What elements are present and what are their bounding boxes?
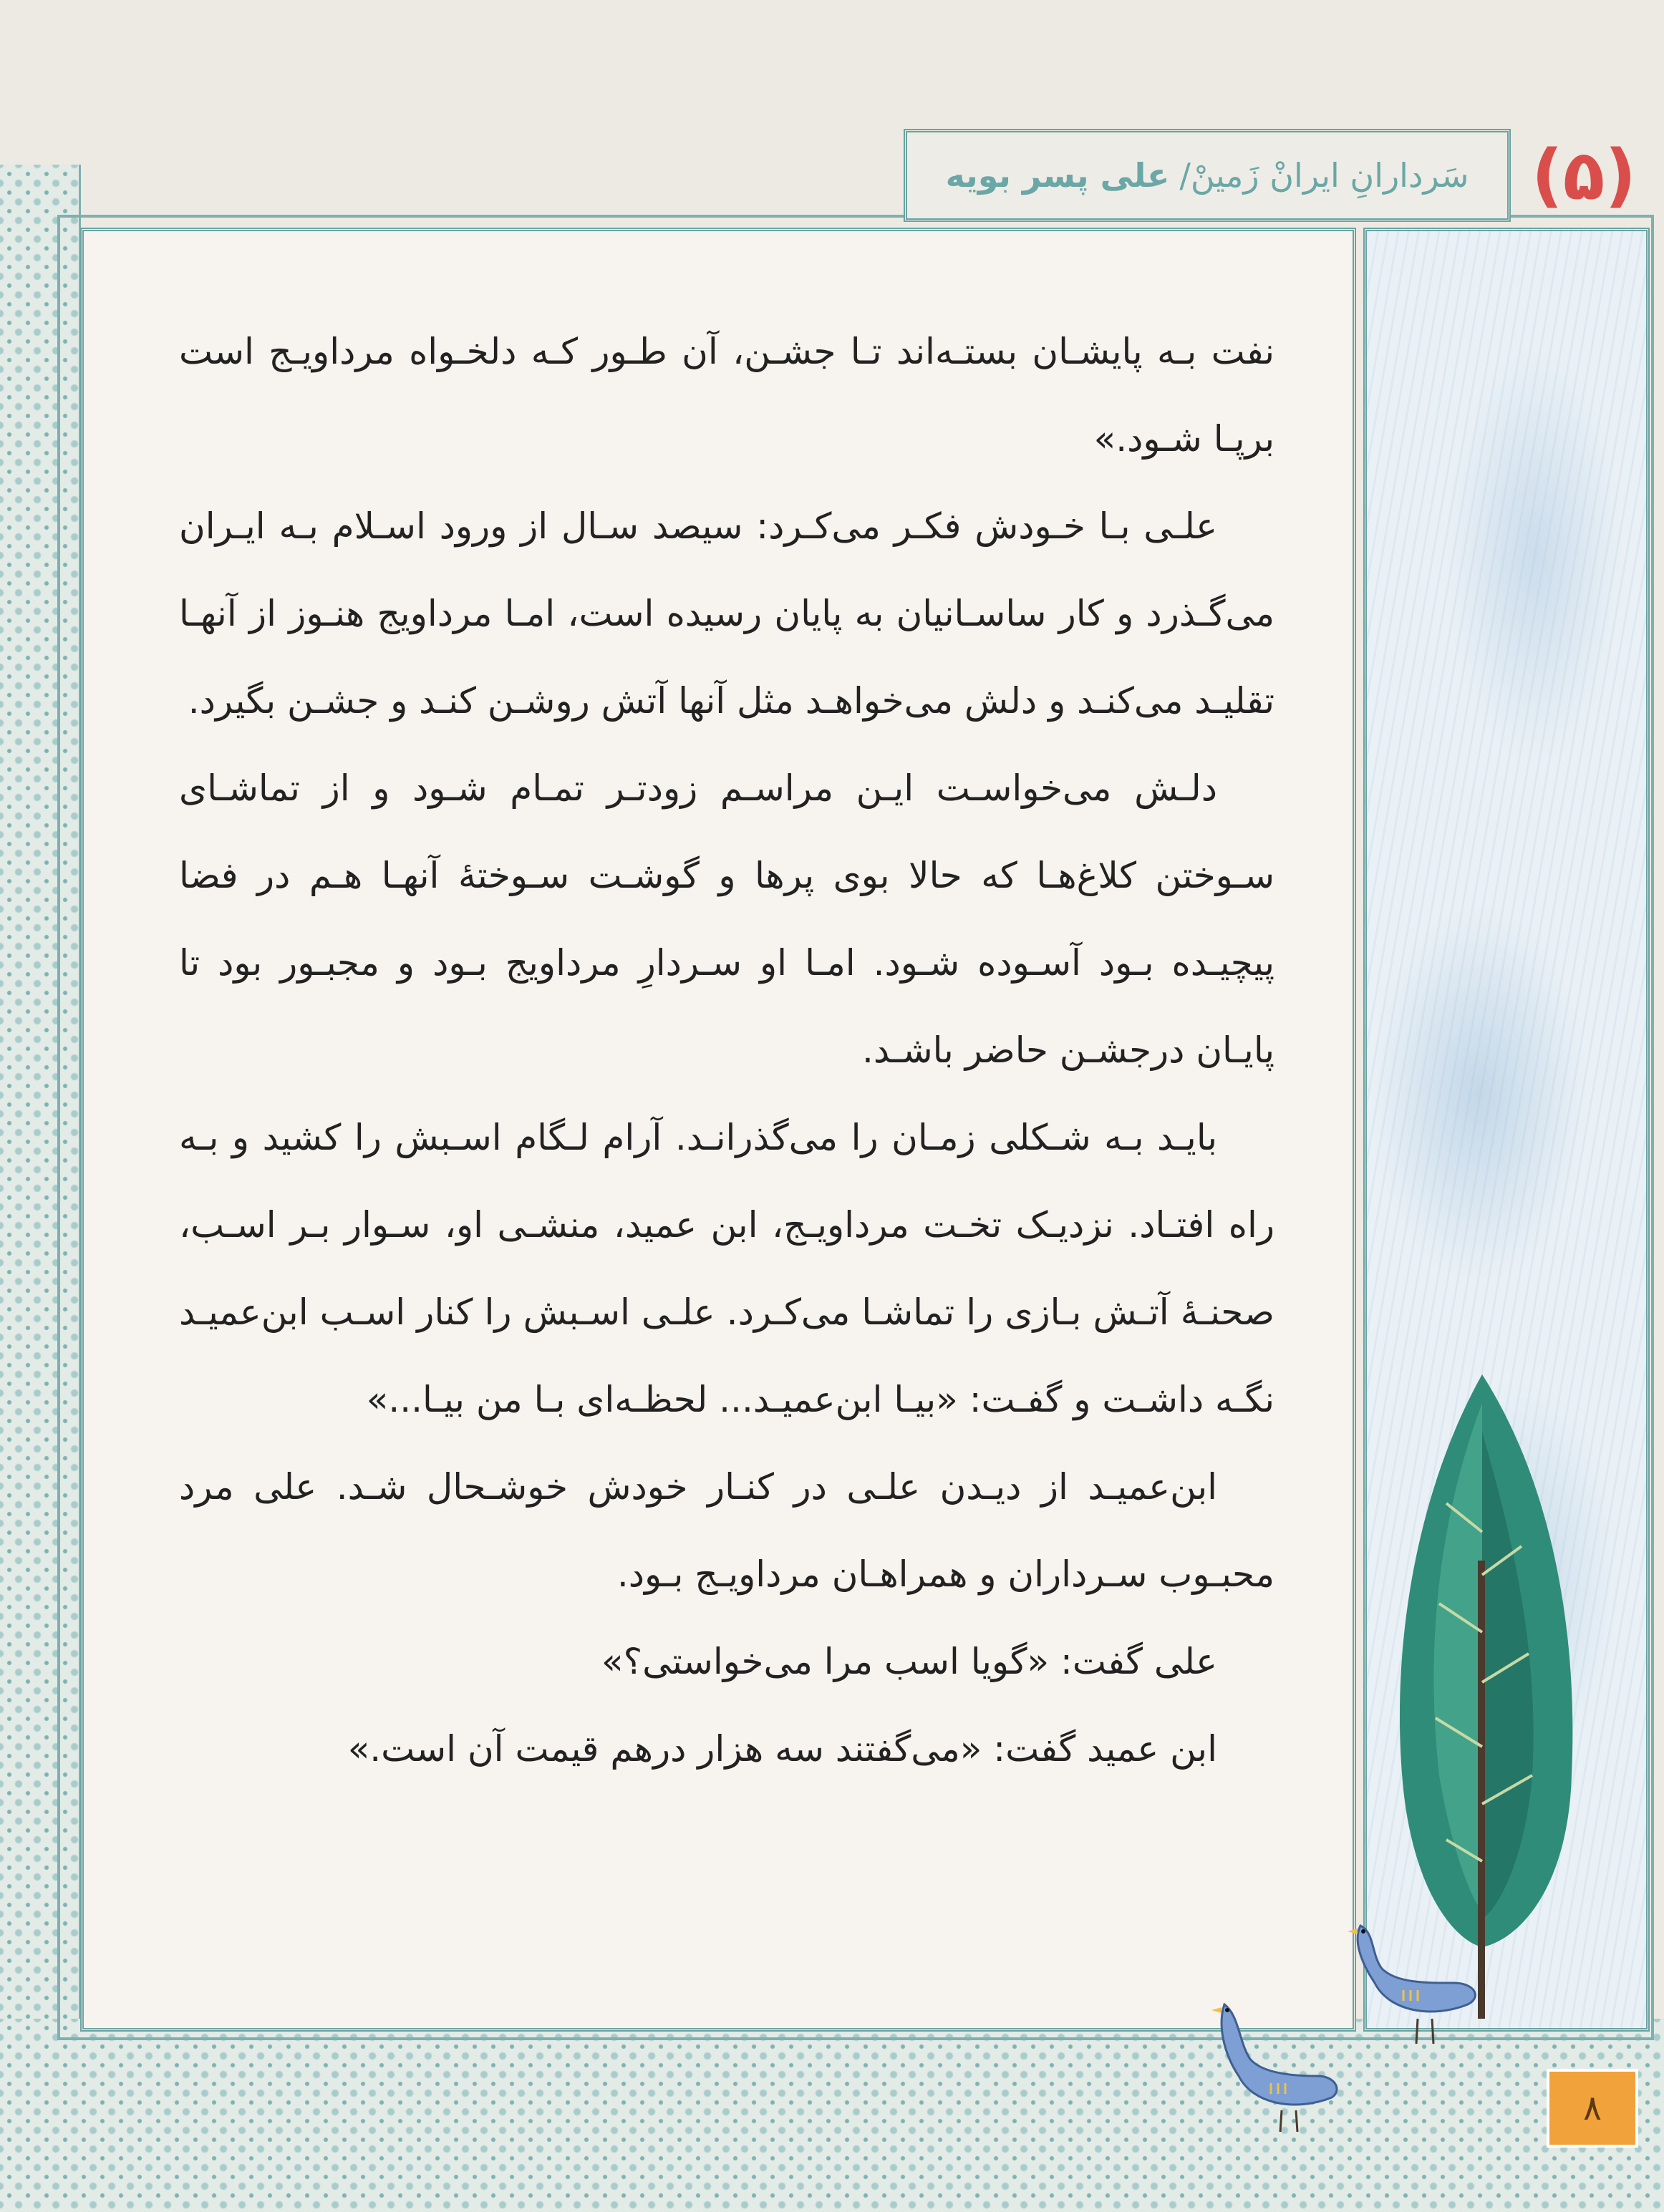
dialogue-line: ابن عمید گفت: «می‌گفتند سه هزار درهم قیمت آن است.» [347,1728,1217,1770]
page-number: ۸ [1547,2069,1638,2148]
goose-illustration [1332,1918,1489,2047]
paragraph: علـی بـا خـودش فکـر می‌کـرد: سیصد سـال از ورود اسـلام بـه ایـران می‌گـذرد و کار ساسـانیان به پایان رسیده است، امـا مرداویج هنـوز از آنهـا تقلیـد می‌کنـد و دلش می‌خواهـد مثل آنها آتش روشـن کنـد و جشـن بگیرد. [179,505,1274,722]
book-title: علی پسر بویه [945,156,1170,195]
decorative-pattern-bottom [0,2019,1664,2212]
goose-illustration [1203,1997,1346,2133]
body-text [179,308,1274,1793]
dialogue-line: علی گفت: «گویا اسب مرا می‌خواستی؟» [601,1641,1217,1682]
paragraph: ابن‌عمیـد از دیـدن علـی در کنـار خودش خوشـحال شـد. علی مرد محبـوب سـرداران و همراهـان مرداویـج بـود. [179,1466,1274,1595]
chapter-number: (۵) [1531,135,1637,215]
paragraph: بایـد بـه شـکلی زمـان را می‌گذرانـد. آرام لـگام اسـبش را کشید و بـه راه افتـاد. نزدیـک تخـت مرداویـج، ابن عمید، منشـی او، سـوار بـر اسـب، صحنـهٔ آتـش بـازی را تماشـا می‌کـرد. علـی اسـبش را کنار اسـب ابن‌عمیـد نگـه داشـت و گفـت: «بیـا ابن‌عمیـد... لحظـه‌ای بـا من بیـا...» [179,1117,1274,1420]
running-header [904,129,1511,222]
paragraph: دلـش می‌خواسـت ایـن مراسـم زودتـر تمـام شـود و از تماشـای سـوختن کلاغ‌هـا که حالا بوی پرها و گوشـت سـوختهٔ آنهـا هـم در فضا پیچیـده بـود آسـوده شـود. امـا او سـردارِ مرداویج بـود و مجبـور بود تا پایـان درجشـن حاضر باشـد. [179,767,1274,1071]
series-title: سَردارانِ ایرانْ زَمینْ/ [1179,156,1469,195]
paragraph: نفت بـه پایشـان بستـه‌اند تـا جشـن، آن طـور کـه دلخـواه مرداویـج است برپـا شـود.» [179,331,1274,460]
